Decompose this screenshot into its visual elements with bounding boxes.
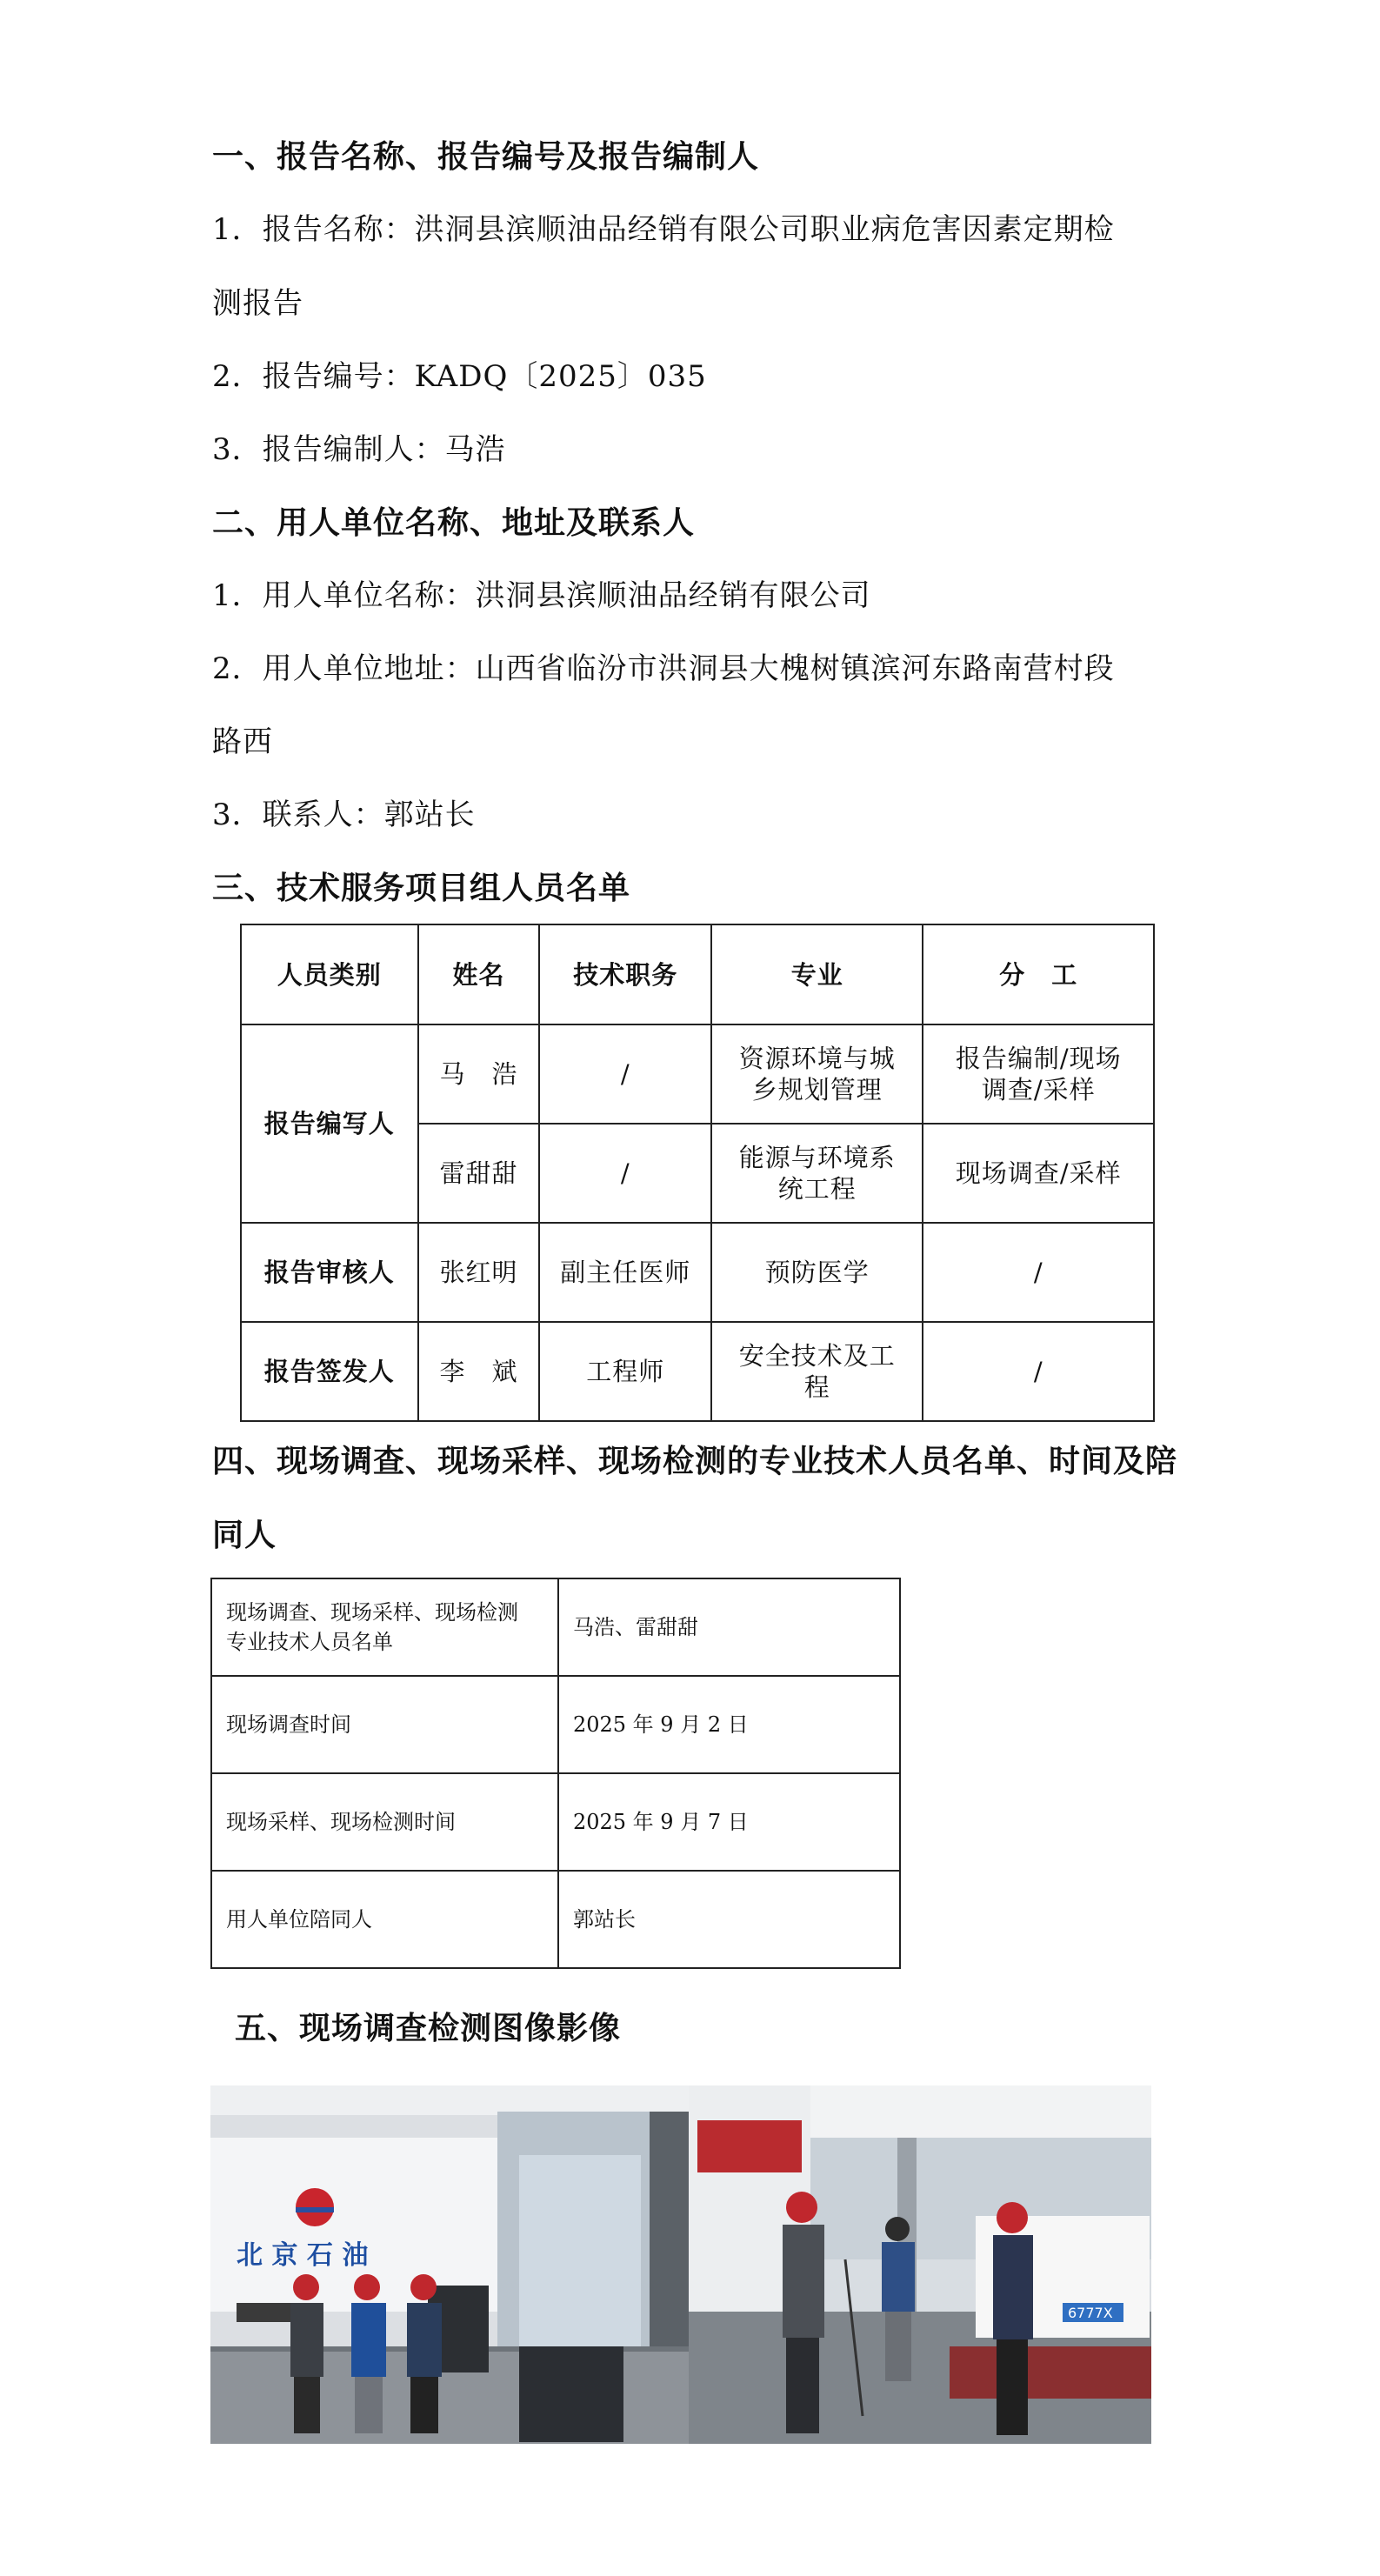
site-photo-1 [210,2085,689,2444]
staff-duty: / [923,1223,1154,1322]
report-name-line-1: 1．报告名称：洪洞县滨顺油品经销有限公司职业病危害因素定期检 [212,212,1115,247]
staff-duty: / [923,1322,1154,1421]
header-major: 专业 [711,924,923,1024]
section-4-heading-line-2: 同人 [212,1517,277,1553]
info-value: 2025 年 9 月 7 日 [558,1773,900,1871]
section-3-heading: 三、技术服务项目组人员名单 [212,870,631,906]
staff-major: 资源环境与城 乡规划管理 [711,1024,923,1124]
staff-major: 能源与环境系 统工程 [711,1124,923,1223]
header-duty: 分 工 [923,924,1154,1024]
staff-title: / [539,1124,711,1223]
license-plate: 6777X [1068,2305,1113,2321]
table-row [211,1578,900,1676]
table-row [241,1024,1154,1124]
section-5-heading: 五、现场调查检测图像影像 [235,2010,622,2046]
report-number: 2．报告编号：KADQ〔2025〕035 [212,359,707,394]
unit-address-line-2: 路西 [212,724,273,759]
unit-name: 1．用人单位名称：洪洞县滨顺油品经销有限公司 [212,578,871,613]
report-name-line-2: 测报告 [212,286,303,321]
staff-name: 李 斌 [418,1322,540,1421]
header-role: 人员类别 [241,924,418,1024]
section-2-heading: 二、用人单位名称、地址及联系人 [212,504,696,541]
table-row [211,1676,900,1773]
role-author: 报告编写人 [241,1024,418,1223]
info-value: 2025 年 9 月 2 日 [558,1676,900,1773]
contact-person: 3．联系人：郭站长 [212,797,476,832]
info-value: 郭站长 [558,1871,900,1968]
staff-duty: 现场调查/采样 [923,1124,1154,1223]
info-value: 马浩、雷甜甜 [558,1578,900,1676]
beijing-petroleum-sign: 北 京 石 油 [237,2240,369,2271]
table-row [211,1871,900,1968]
staff-name: 雷甜甜 [418,1124,540,1223]
staff-name: 张红明 [418,1223,540,1322]
table-row [241,1223,1154,1322]
site-info-table [210,1578,901,1969]
info-label: 用人单位陪同人 [211,1871,558,1968]
staff-major: 安全技术及工 程 [711,1322,923,1421]
section-4-heading-line-1: 四、现场调查、现场采样、现场检测的专业技术人员名单、时间及陪 [212,1443,1178,1479]
staff-title: 副主任医师 [539,1223,711,1322]
site-photo-2 [689,2085,1151,2444]
report-author: 3．报告编制人：马浩 [212,432,506,467]
info-label: 现场调查时间 [211,1676,558,1773]
staff-table [240,924,1155,1422]
unit-address-line-1: 2．用人单位地址：山西省临汾市洪洞县大槐树镇滨河东路南营村段 [212,651,1115,686]
header-title: 技术职务 [539,924,711,1024]
role-issuer: 报告签发人 [241,1322,418,1421]
staff-major: 预防医学 [711,1223,923,1322]
table-row [211,1773,900,1871]
header-name: 姓名 [418,924,540,1024]
table-row [241,1322,1154,1421]
section-1-heading: 一、报告名称、报告编号及报告编制人 [212,138,760,175]
staff-title: 工程师 [539,1322,711,1421]
role-reviewer: 报告审核人 [241,1223,418,1322]
info-label: 现场调查、现场采样、现场检测 专业技术人员名单 [211,1578,558,1676]
staff-table-header [241,924,1154,1024]
info-label: 现场采样、现场检测时间 [211,1773,558,1871]
staff-duty: 报告编制/现场 调查/采样 [923,1024,1154,1124]
staff-name: 马 浩 [418,1024,540,1124]
staff-title: / [539,1024,711,1124]
